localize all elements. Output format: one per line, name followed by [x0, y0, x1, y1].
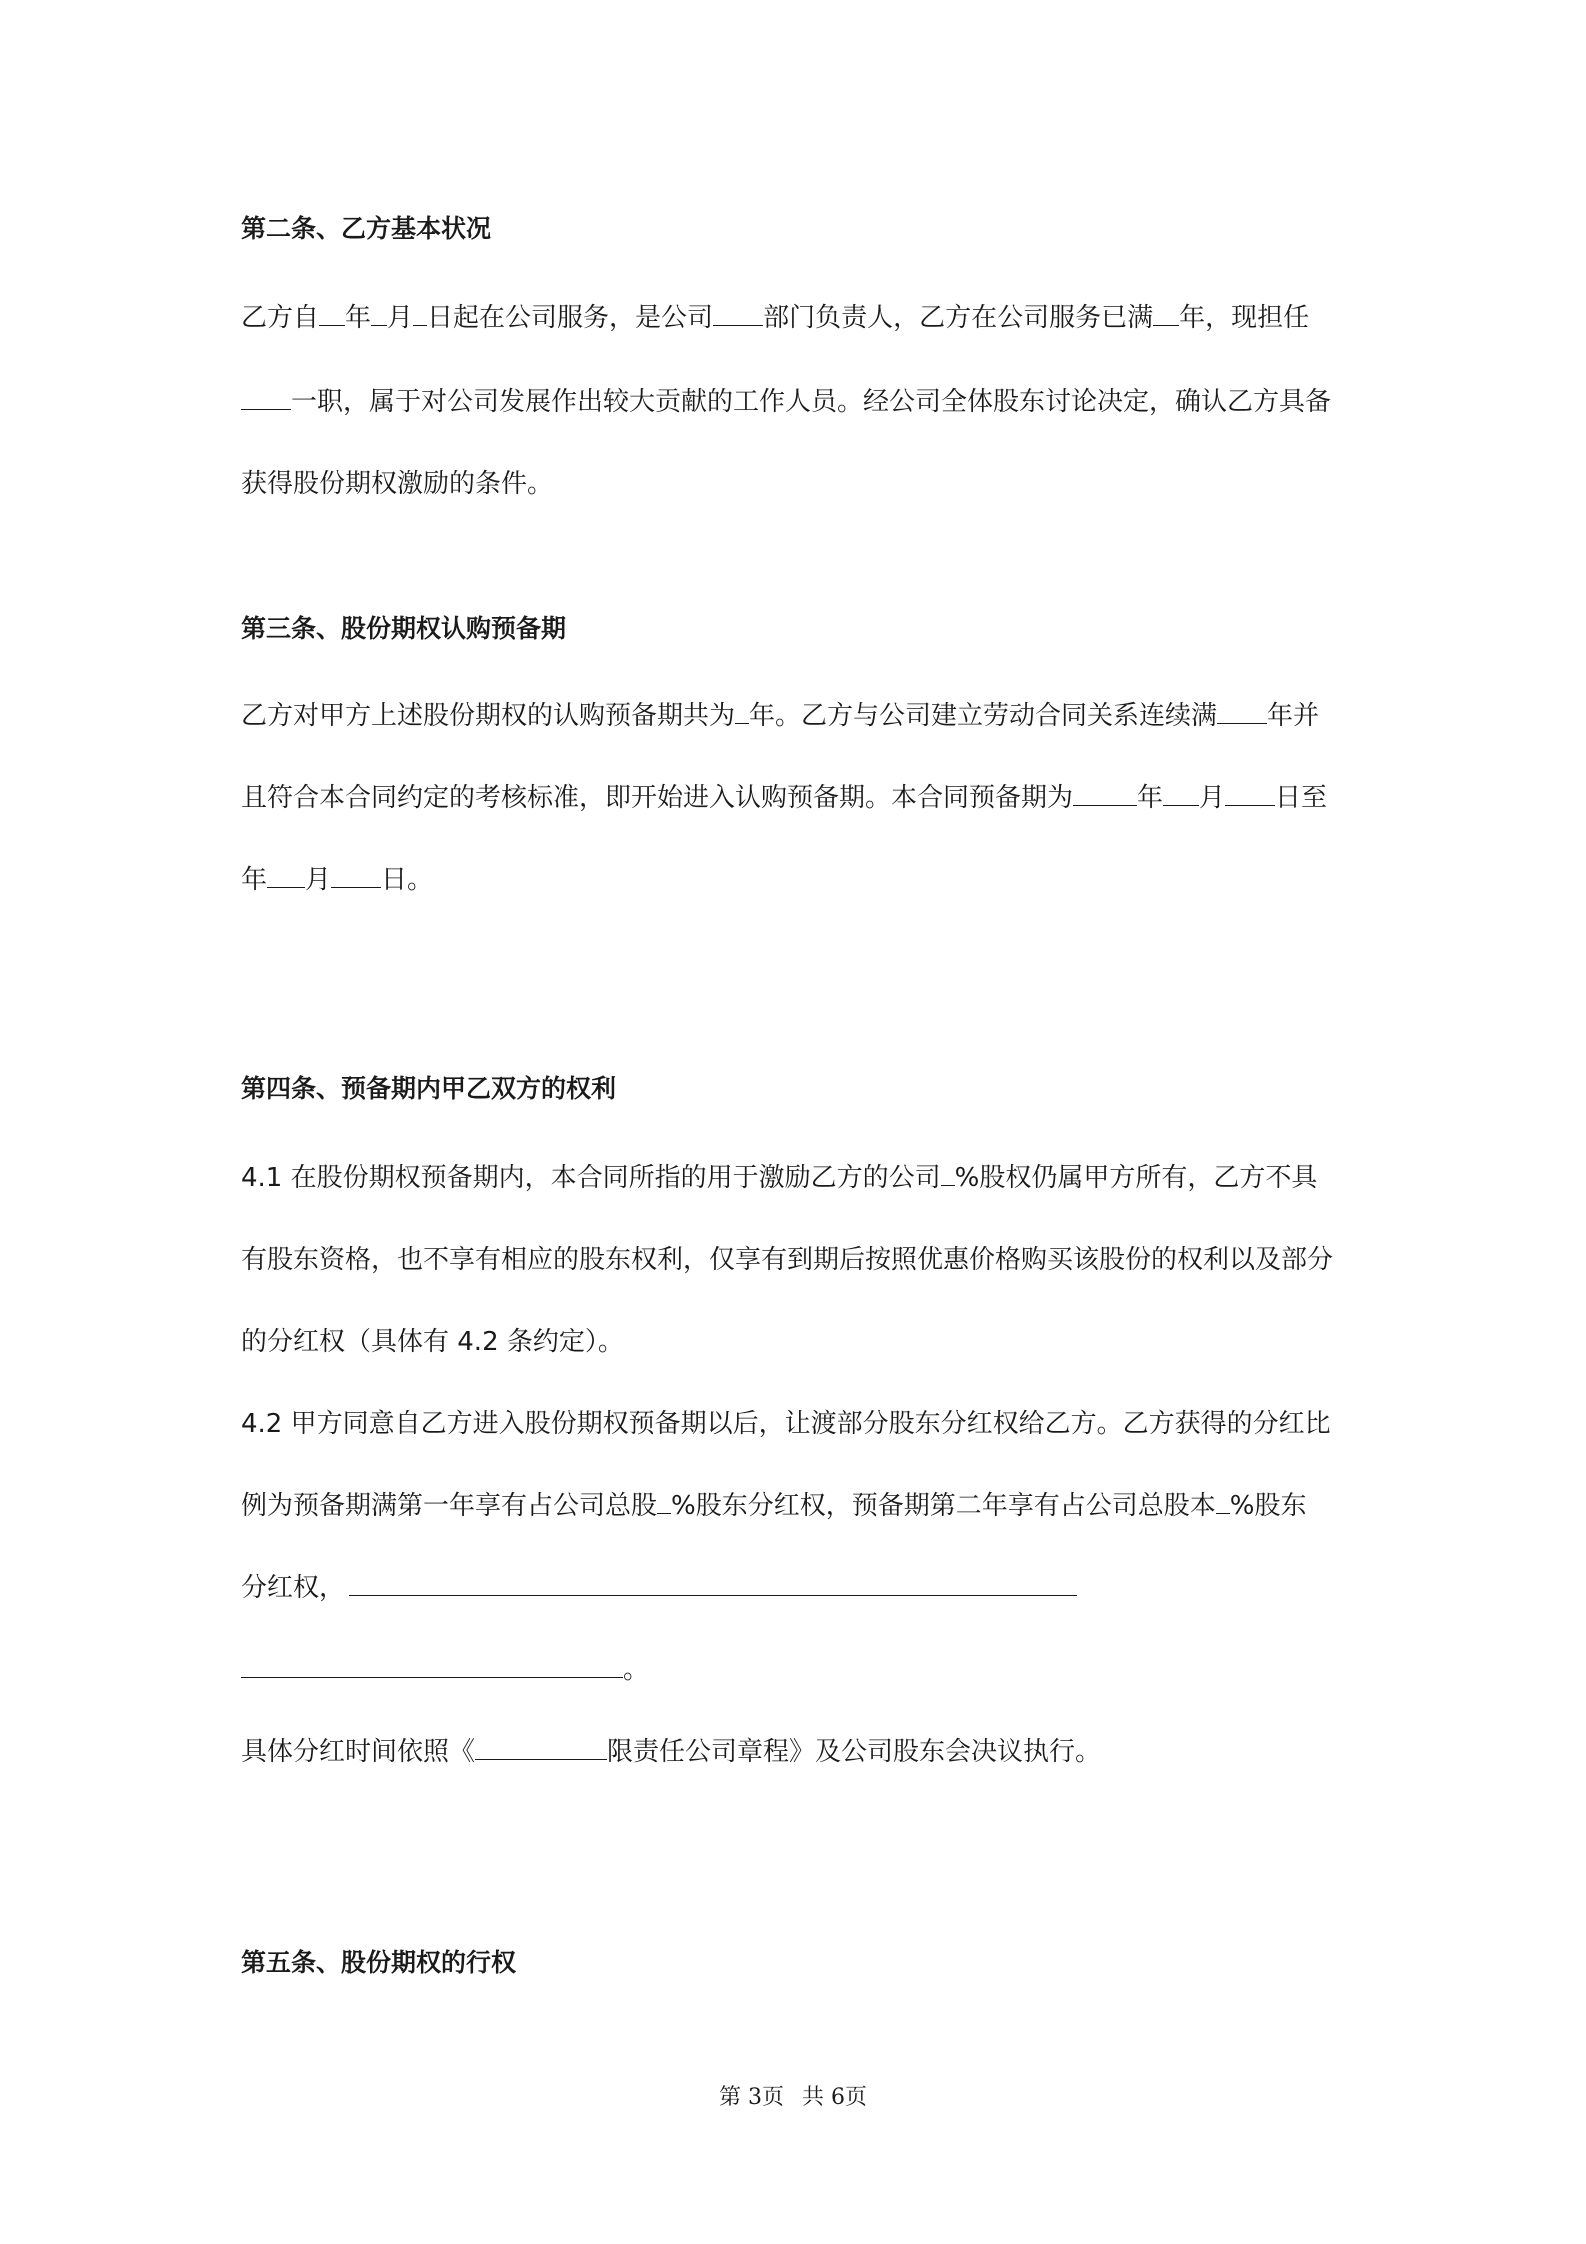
blank: [1073, 804, 1137, 806]
blank: [349, 1594, 1077, 1596]
blank: [657, 1512, 671, 1514]
page-total: 共 6页: [802, 2085, 867, 2110]
section-5-heading: 第五条、股份期权的行权: [241, 1948, 517, 1977]
section-4-2-line-1: 4.2 甲方同意自乙方进入股份期权预备期以后，让渡部分股东分红权给乙方。乙方获得的分红比: [241, 1409, 1331, 1439]
section-4-2-line-2: 例为预备期满第一年享有占公司总股 %股东分红权，预备期第二年享有占公司总股本 %股东: [241, 1491, 1307, 1521]
section-3-line-3: 年 月 日。: [241, 865, 434, 895]
blank: [241, 1676, 623, 1678]
section-4-heading: 第四条、预备期内甲乙双方的权利: [241, 1074, 617, 1103]
blank: [241, 408, 291, 410]
blank: [1216, 1512, 1230, 1514]
section-4-1-line-1: 4.1 在股份期权预备期内，本合同所指的用于激励乙方的公司 %股权仍属甲方所有，乙方不具: [241, 1163, 1318, 1193]
section-4-2-line-3: 分红权，: [241, 1570, 1077, 1606]
blank: [1163, 804, 1199, 806]
blank: [1225, 804, 1275, 806]
section-4-1-line-2: 有股东资格，也不享有相应的股东权利，仅享有到期后按照优惠价格购买该股份的权利以及部分: [241, 1245, 1334, 1275]
section-2-line-2: 一职，属于对公司发展作出较大贡献的工作人员。经公司全体股东讨论决定，确认乙方具备: [241, 384, 1331, 420]
section-3-heading: 第三条、股份期权认购预备期: [241, 614, 567, 643]
section-4-3-line: 具体分红时间依照《 限责任公司章程》及公司股东会决议执行。: [241, 1737, 1102, 1767]
section-3-line-2: 且符合本合同约定的考核标准，即开始进入认购预备期。本合同预备期为 年 月 日至: [241, 783, 1328, 813]
blank: [319, 324, 345, 326]
section-4-2-line-4: 。: [241, 1652, 649, 1688]
blank: [267, 886, 305, 888]
blank: [413, 324, 427, 326]
blank: [713, 324, 763, 326]
page-footer: [0, 2083, 1586, 2113]
section-2-heading: 第二条、乙方基本状况: [241, 214, 492, 243]
blank: [371, 324, 387, 326]
blank: [1153, 324, 1179, 326]
section-2-line-1: 乙方自 年 月 日起在公司服务，是公司 部门负责人，乙方在公司服务已满 年，现担任: [241, 303, 1310, 333]
blank: [475, 1758, 607, 1760]
blank: [1217, 722, 1267, 724]
section-2-line-3: 获得股份期权激励的条件。: [241, 469, 554, 499]
blank: [331, 886, 381, 888]
section-3-line-1: 乙方对甲方上述股份期权的认购预备期共为 年。乙方与公司建立劳动合同关系连续满 年并: [241, 701, 1320, 731]
section-4-1-line-3: 的分红权（具体有 4.2 条约定）。: [241, 1327, 624, 1357]
blank: [735, 722, 749, 724]
page-number: 第 3页: [719, 2085, 784, 2110]
blank: [941, 1184, 955, 1186]
